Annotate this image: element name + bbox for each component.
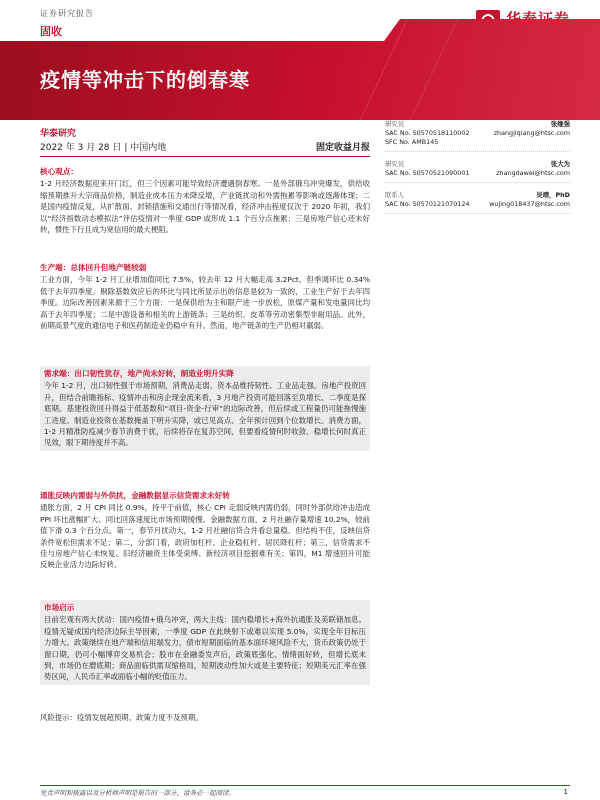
footer-divider: [40, 785, 570, 786]
section-text: 今年 1-2 月，出口韧性强于市场预期，消费品走弱、资本品维持韧性、工业品走强。房地产投资回升，但结合前瞻指标、疫情冲击和房企现金流来看，3 月地产投资可能回落至负增长、二季度是探底期。基建投资回升得益于低基数和“项目-资金-行审”的边际改善，但后续或工程量仍可能拖慢施工进度。制造业投资在基数掩盖下明升实降，或已见高点、全年预计回到个位数增长。消费方面，1-2 月精准防疫减少春节消费干扰，后续将存在复苏空间，但要看疫情何时收敛、稳增长何时真正见效，眼下期待度并不高。: [44, 381, 366, 448]
meta-line: 2022 年 3 月 28 日 | 中国内地 固定收益月报: [40, 140, 370, 157]
analyst-card: [385, 118, 570, 152]
report-type: 华泰研究: [40, 129, 77, 139]
section-text: 通胀方面，2 月 CPI 同比 0.9%，持平于前值，核心 CPI 走弱反映内需仍弱，同时外部供给冲击造成 PPI 环比涨幅扩大、同比回落速度比市场预期缓慢。金融数据方面，2 月社融存量增速 10.2%，较前值下滑 0.3 个百分点。第一，春节月扰动大，1-2 月社融信贷合并看总量稳、但结构不佳，反映信贷条件宽松但需求不足；第二，分部门看，政府加杠杆、企业稳杠杆、居民降杠杆；第三，信贷需求不佳与房地产信心未恢复、旧经济融资主体受束缚、新经济项目挖掘难有关；第四，M1 增速回升可能反映企业活力边际好转。: [40, 503, 370, 570]
demand-section: [40, 366, 370, 451]
analyst-name: 吴靖，PhD: [536, 191, 570, 199]
doc-type-label: 证券研究报告: [40, 9, 94, 18]
analyst-role: 联系人: [385, 191, 405, 199]
market-section: [40, 600, 370, 685]
analyst-card: [385, 189, 570, 214]
analyst-sac: SAC No. S0570121070124: [385, 200, 470, 208]
analyst-name: 张继强: [550, 120, 570, 128]
section-text: 1-2 月经济数据迎来开门红，但三个因素可能导致经济遭遇倒春寒。一是外部俄乌冲突爆发，供给收缩预期推升大宗商品价格，制造业成本压力未降反增，产业链扰动和外需拖累等影响或逐渐体现；二是国内疫情反复，从扩散面、封锁措施和交通出行等情况看，经济冲击程度仅次于 2020 年初，我们以“经济指数动态模拟法”评估疫情对一季度 GDP 或形成 1.1 个百分点拖累；三是房地产信心还未好转，惯性下行且成为宽信用的最大梗阻。: [40, 179, 370, 235]
analyst-name: 张大为: [550, 160, 570, 168]
core-view-section: [40, 166, 370, 235]
analyst-panel: [385, 118, 570, 220]
report-region: 中国内地: [130, 143, 167, 153]
section-heading: 市场启示: [44, 603, 75, 612]
production-section: [40, 262, 370, 331]
analyst-sfc: SFC No. AMB145: [385, 138, 439, 146]
section-heading: 需求端：出口韧性犹存，地产尚未好转，制造业明升实降: [44, 369, 234, 378]
footer-disclaimer: 免责声明和披露以及分析师声明是报告的一部分，请务必一起阅读。: [40, 789, 235, 797]
section-text: 工业方面，今年 1-2 月工业增加值同比 7.5%，较去年 12 月大幅走高 3.2Pct，但季调环比 0.34%低于去年四季度。剔除基数效应后的环比与同比所显示出的信息是较为一致的，工业生产好于去年四季度。边际改善因素来源于三个方面：一是保供给为主和限产进一步放松，原煤产量和发电量同比均高于去年四季度；二是中游设备和相关的上游链条；三是纺织、皮革等劳动密集型非耐用品。此外，前期高景气度的通信电子和医药制造业仍稳中有升。然而，地产链条的生产仍相对羸弱。: [40, 275, 370, 331]
section-heading: 生产端：总体回升但地产链较弱: [40, 263, 147, 272]
analyst-card: [385, 158, 570, 183]
page-number: 1: [563, 788, 568, 796]
analyst-role: 研究员: [385, 120, 405, 128]
section-heading: 核心观点：: [40, 167, 78, 176]
risk-text: 风险提示：疫情发展超预期、政策力度不及预期。: [40, 713, 203, 722]
report-title: 疫情等冲击下的倒春寒: [40, 68, 250, 92]
section-heading: 通胀反映内需弱与外供扰，金融数据显示信贷需求未好转: [40, 491, 230, 500]
analyst-email[interactable]: zhangdawei@htsc.com: [496, 169, 570, 177]
analyst-sac: SAC No. S0570518110002: [385, 129, 470, 137]
report-category: 固定收益月报: [315, 143, 370, 153]
risk-section: [40, 712, 370, 723]
analyst-role: 研究员: [385, 160, 405, 168]
report-date: 2022 年 3 月 28 日: [40, 143, 122, 153]
inflation-section: [40, 490, 370, 571]
section-text: 目前宏观有两大扰动：国内疫情+俄乌冲突，两大主线：国内稳增长+海外抗通胀及美联储加息。疫情无疑成国内经济边际主导因素，一季度 GDP 在此映射下或难以实现 5.0%，实现全年目标压力增大。政策继续在地产端和信用端发力，债市短期面临的基本面环境风险不大，货币政策仍处于窗口期，仍可小幅博弈交易机会；股市在金融委发声后，政策底强化、情绪面好转，但增长底未到，市场仍在磨底期；商品面临供需双缩格局，短期波动性加大或是主要特征；短期美元汇率在强势区间，人民币汇率或面临小幅的贬值压力。: [44, 615, 366, 682]
analyst-email[interactable]: wujing018437@htsc.com: [489, 200, 570, 208]
analyst-sac: SAC No. S0570521090001: [385, 169, 470, 177]
analyst-email[interactable]: zhangjiqiang@htsc.com: [493, 129, 570, 137]
section-tag: 固收: [40, 25, 62, 38]
